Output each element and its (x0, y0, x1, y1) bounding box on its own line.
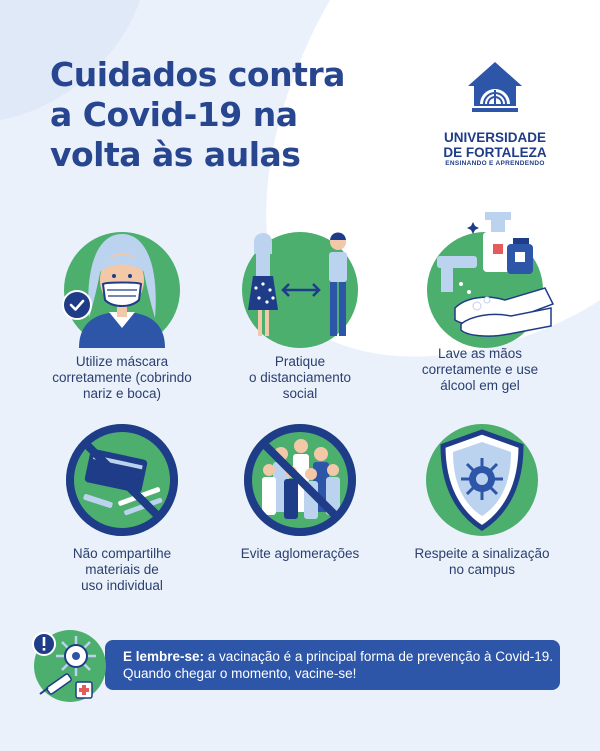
card-hand-washing (390, 208, 570, 394)
logo-name: UNIVERSIDADE DE FORTALEZA (443, 130, 547, 160)
banner-message: a vacinação é a principal forma de prevenção à Covid-19. Quando chegar o momento, vacine-se! (123, 649, 553, 681)
card-caption: Lave as mãos corretamente e use álcool em gel (421, 346, 539, 393)
check-icon (62, 290, 92, 320)
vaccine-icon (30, 628, 110, 704)
banner-text (123, 648, 553, 682)
vaccination-banner (105, 640, 560, 690)
virus-shield-icon (417, 420, 547, 540)
page-title: Cuidados contra a Covid-19 na volta às aulas (50, 55, 345, 174)
no-sharing-materials-icon (57, 420, 187, 540)
card-caption: Utilize máscara corretamente (cobrindo nariz e boca) (52, 354, 192, 401)
card-caption: Respeite a sinalização no campus (414, 546, 550, 577)
logo-tagline: ENSINANDO E APRENDENDO (445, 160, 545, 167)
banner-bold: E lembre-se: (123, 649, 205, 664)
card-no-sharing (32, 420, 212, 594)
card-mask (32, 228, 212, 402)
card-signage (392, 420, 572, 578)
no-crowds-icon (235, 420, 365, 540)
hand-washing-icon (405, 208, 555, 348)
card-caption: Não compartilhe materiais de uso individual (72, 546, 172, 593)
card-distancing (210, 228, 390, 402)
mask-person-icon (57, 228, 187, 348)
card-caption: Pratique o distanciamento social (248, 354, 352, 401)
card-no-crowds (210, 420, 390, 562)
university-logo (430, 60, 560, 167)
social-distancing-icon (225, 228, 375, 348)
logo-emblem-icon (464, 60, 526, 122)
card-caption: Evite aglomerações (240, 546, 360, 561)
